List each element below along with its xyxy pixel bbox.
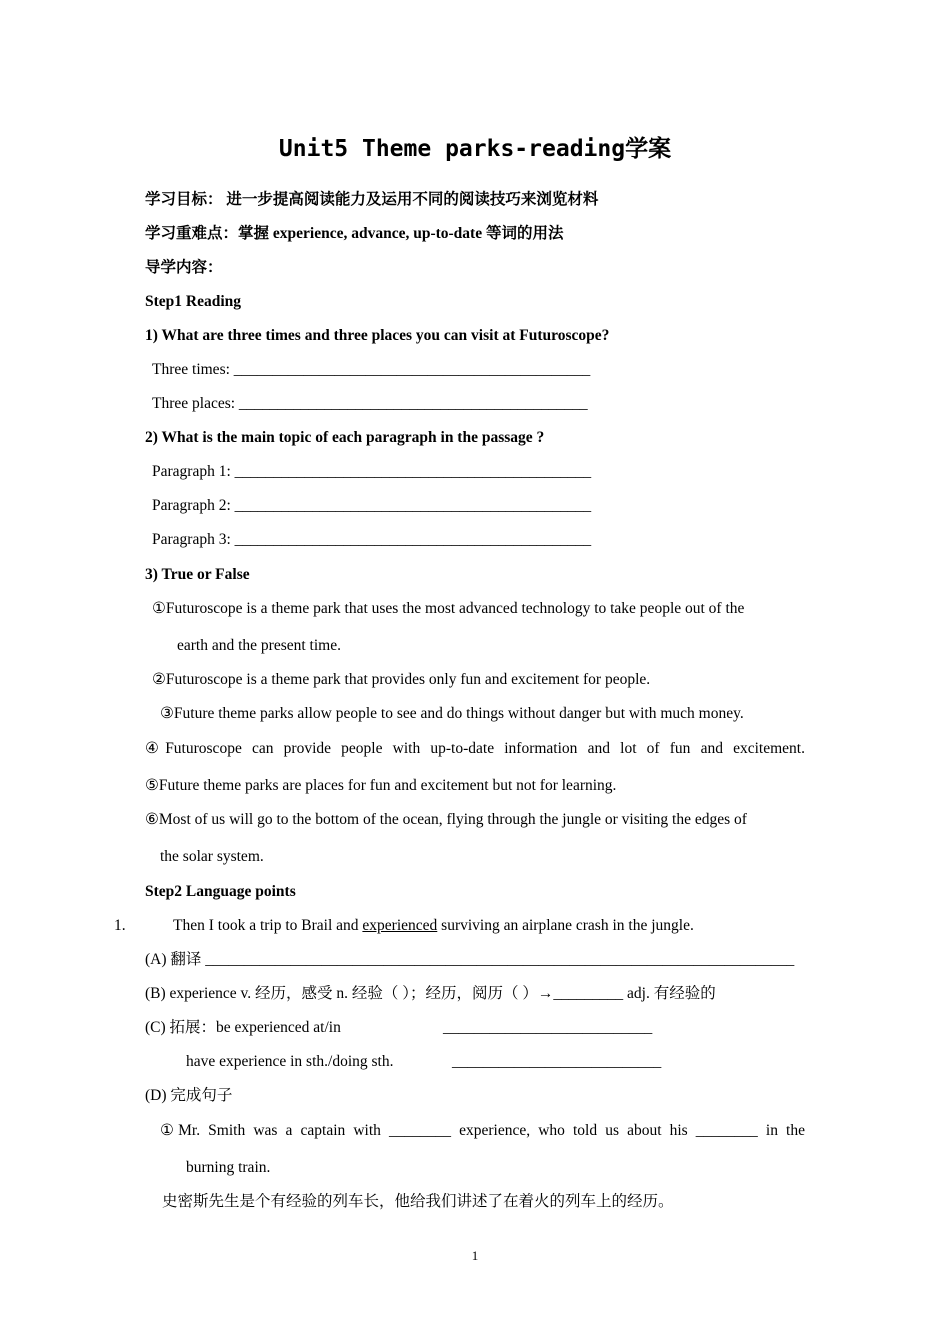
item-1-sentence (173, 916, 694, 936)
part-d-chinese-hint: 史密斯先生是个有经验的列车长，他给我们讲述了在着火的列车上的经历。 (162, 1193, 674, 1210)
answer-line-paragraph-1: Paragraph 1: ______________________________________________ (152, 463, 592, 480)
guide-heading: 导学内容： (145, 259, 223, 276)
tf-statement-6: ⑥Most of us will go to the bottom of the ocean, flying through the jungle or visiting the edges of (145, 811, 747, 828)
part-c-phrase-2: have experience in sth./doing sth. (186, 1053, 394, 1070)
learning-objective: 学习目标： 进一步提高阅读能力及运用不同的阅读技巧来浏览材料 (145, 191, 599, 208)
page-number: 1 (471, 1248, 479, 1263)
part-b-experience: (B) experience v. 经历，感受 n. 经验（ ）；经历，阅历（ ）→_________ adj. 有经验的 (145, 985, 716, 1002)
part-d-sentence-1: ①Mr. Smith was a captain with ________ experience, who told us about his ________ in the (160, 1122, 805, 1139)
item-1-keyword: experienced (362, 917, 438, 934)
tf-statement-1: ①Futuroscope is a theme park that uses the most advanced technology to take people out of the (152, 600, 745, 617)
item-1-sentence-end: surviving an airplane crash in the jungle. (437, 917, 694, 934)
item-1-sentence-start: Then I took a trip to Brail and (173, 917, 363, 934)
item-1-number: 1. (114, 917, 126, 934)
answer-line-paragraph-3: Paragraph 3: ______________________________________________ (152, 531, 592, 548)
step2-heading: Step2 Language points (145, 883, 296, 900)
part-c-blank-1: ___________________________ (443, 1019, 653, 1036)
part-a-translation: (A) 翻译 ____________________________________________________________________________ (145, 951, 795, 968)
key-points: 学习重难点：掌握 experience, advance, up-to-date 等词的用法 (145, 225, 564, 242)
part-d-sentence-1-cont: burning train. (186, 1159, 271, 1176)
page-title: Unit5 Theme parks-reading学案 (278, 136, 672, 162)
question-2: 2) What is the main topic of each paragraph in the passage ? (145, 429, 545, 446)
question-1: 1) What are three times and three places you can visit at Futuroscope? (145, 327, 610, 344)
part-c-blank-2: ___________________________ (452, 1053, 662, 1070)
tf-statement-1-cont: earth and the present time. (177, 637, 341, 654)
tf-statement-4: ④Futuroscope can provide people with up-to-date information and lot of fun and excitement. (145, 740, 805, 757)
tf-statement-2: ②Futuroscope is a theme park that provides only fun and excitement for people. (152, 671, 651, 688)
part-c-label: (C) 拓展：be experienced at/in (145, 1019, 341, 1036)
tf-statement-3: ③Future theme parks allow people to see and do things without danger but with much money. (160, 705, 744, 722)
part-d-label: (D) 完成句子 (145, 1087, 233, 1104)
answer-line-paragraph-2: Paragraph 2: ______________________________________________ (152, 497, 592, 514)
tf-statement-5: ⑤Future theme parks are places for fun and excitement but not for learning. (145, 777, 617, 794)
answer-line-three-places: Three places: _____________________________________________ (152, 395, 588, 412)
answer-line-three-times: Three times: ______________________________________________ (152, 361, 591, 378)
tf-statement-6-cont: the solar system. (160, 848, 264, 865)
question-3: 3) True or False (145, 566, 250, 583)
step1-heading: Step1 Reading (145, 293, 242, 310)
